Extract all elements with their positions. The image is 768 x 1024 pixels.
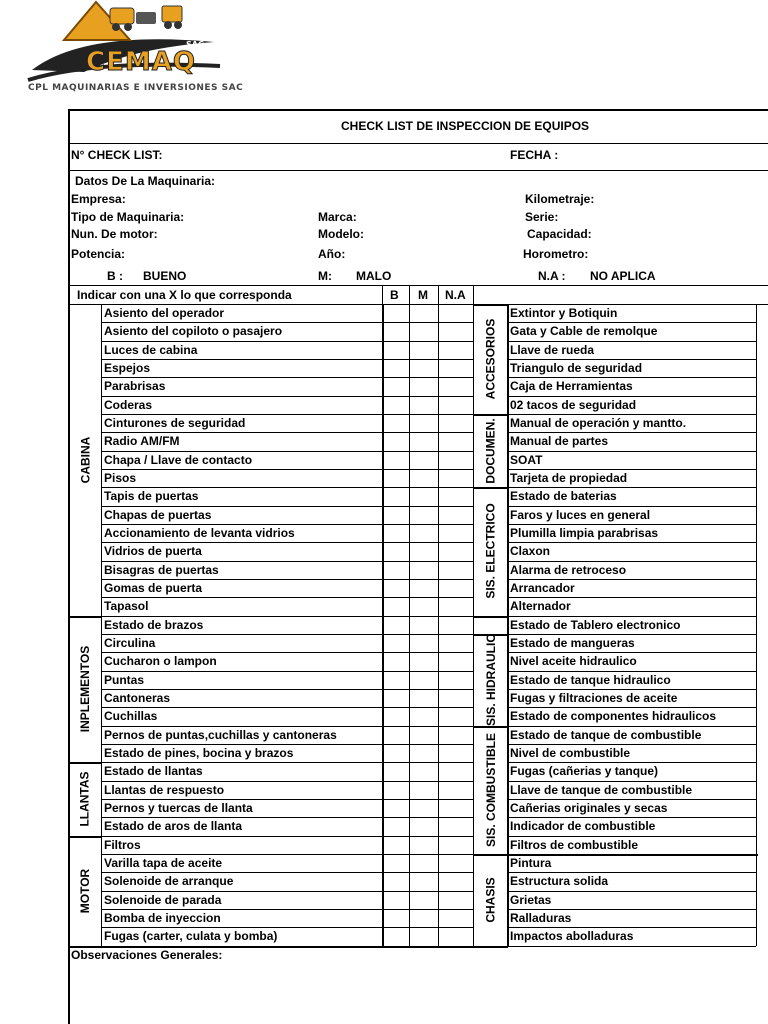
checkbox-cell-na[interactable] [439, 891, 473, 909]
left-item-label: Estado de llantas [104, 764, 203, 779]
right-item-label: Manual de operación y mantto. [510, 415, 687, 430]
checkbox-cell-na[interactable] [439, 377, 473, 395]
left-item-label: Vidrios de puerta [104, 544, 202, 559]
left-group-llantas [68, 762, 102, 835]
right-item-label: Gata y Cable de remolque [510, 324, 658, 339]
legend-b-code: B : [107, 269, 123, 283]
checkbox-cell-m[interactable] [410, 762, 438, 780]
left-item-label: Circulina [104, 635, 156, 650]
right-item-label: Alternador [510, 599, 571, 614]
left-item-label: Coderas [104, 397, 153, 412]
checkbox-cell-m[interactable] [410, 487, 438, 505]
checkbox-cell-na[interactable] [439, 652, 473, 670]
left-item-label: Pernos y tuercas de llanta [104, 800, 253, 815]
form-title: CHECK LIST DE INSPECCION DE EQUIPOS [341, 119, 590, 133]
checkbox-cell-na[interactable] [439, 799, 473, 817]
checkbox-cell-b[interactable] [383, 506, 409, 524]
checkbox-cell-na[interactable] [439, 872, 473, 890]
left-item-label: Varilla tapa de aceite [104, 855, 223, 870]
left-item-label: Bisagras de puertas [104, 562, 219, 577]
checkbox-cell-na[interactable] [439, 726, 473, 744]
machine-data-heading: Datos De La Maquinaria: [75, 174, 216, 188]
checkbox-cell-b[interactable] [383, 634, 409, 652]
left-item-label: Asiento del operador [104, 306, 225, 320]
checkbox-cell-b[interactable] [383, 359, 409, 377]
checkbox-cell-m[interactable] [410, 872, 438, 890]
left-item-label: Estado de brazos [104, 617, 204, 632]
checkbox-cell-b[interactable] [383, 432, 409, 450]
form-top-border [68, 109, 768, 111]
checkbox-cell-m[interactable] [410, 597, 438, 615]
checkbox-cell-m[interactable] [410, 341, 438, 359]
checkbox-cell-m[interactable] [410, 359, 438, 377]
right-item-label: Estado de Tablero electronico [510, 617, 681, 632]
instruction-header: Indicar con una X lo que corresponda [77, 288, 292, 302]
left-item-label: Llantas de respuesto [104, 782, 225, 797]
checkbox-cell-na[interactable] [439, 432, 473, 450]
checkbox-cell-b[interactable] [383, 487, 409, 505]
legend-m-code: M: [318, 269, 332, 283]
right-item-label: Estado de componentes hidraulicos [510, 709, 717, 724]
right-item-label: Grietas [510, 892, 552, 907]
left-item-label: Tapis de puertas [104, 489, 199, 504]
checkbox-cell-b[interactable] [383, 726, 409, 744]
left-item-label: Puntas [104, 672, 145, 687]
right-item-label: SOAT [510, 452, 543, 467]
right-item-label: Claxon [510, 544, 551, 559]
checkbox-cell-m[interactable] [410, 396, 438, 414]
left-item-label: Estado de pines, bocina y brazos [104, 745, 294, 760]
right-group-label-box [473, 487, 508, 615]
checkbox-cell-m[interactable] [410, 524, 438, 542]
tipo-maquinaria-label: Tipo de Maquinaria: [71, 210, 185, 224]
checkbox-cell-m[interactable] [410, 561, 438, 579]
right-item-label: Ralladuras [510, 910, 572, 925]
left-group-motor [68, 836, 102, 946]
group-label: INPLEMENTOS [78, 645, 92, 733]
checkbox-cell-m[interactable] [410, 542, 438, 560]
checkbox-cell-m[interactable] [410, 579, 438, 597]
right-item-label: Estructura solida [510, 874, 609, 889]
checkbox-cell-m[interactable] [410, 304, 438, 322]
column-m-header: M [418, 288, 428, 302]
checkbox-cell-b[interactable] [383, 377, 409, 395]
right-item-label: Llave de tanque de combustible [510, 782, 693, 797]
checkbox-cell-m[interactable] [410, 891, 438, 909]
group-label: MOTOR [78, 868, 93, 913]
motor-number-label: Nun. De motor: [71, 227, 158, 241]
left-item-label: Estado de aros de llanta [104, 819, 243, 834]
group-label: SIS. ELECTRICO [483, 503, 498, 600]
checkbox-cell-na[interactable] [439, 927, 473, 945]
right-item-label: Filtros de combustible [510, 837, 639, 852]
checkbox-cell-na[interactable] [439, 304, 473, 322]
serie-label: Serie: [525, 210, 559, 224]
left-item-label: Filtros [104, 837, 141, 852]
checkbox-cell-m[interactable] [410, 506, 438, 524]
checkbox-cell-m[interactable] [410, 799, 438, 817]
checkbox-cell-b[interactable] [383, 597, 409, 615]
checkbox-cell-b[interactable] [383, 322, 409, 340]
checkbox-cell-b[interactable] [383, 689, 409, 707]
left-item-label: Gomas de puerta [104, 580, 203, 595]
modelo-label: Modelo: [318, 227, 364, 241]
checkbox-cell-b[interactable] [383, 762, 409, 780]
capacidad-label: Capacidad: [527, 227, 592, 241]
right-item-label: Impactos abolladuras [510, 929, 634, 944]
column-na-header: N.A [445, 288, 466, 302]
checkbox-cell-b[interactable] [383, 579, 409, 597]
checkbox-cell-m[interactable] [410, 414, 438, 432]
checkbox-cell-b[interactable] [383, 927, 409, 945]
checkbox-cell-na[interactable] [439, 634, 473, 652]
checkbox-cell-m[interactable] [410, 689, 438, 707]
checkbox-cell-m[interactable] [410, 322, 438, 340]
legend-b-text: BUENO [143, 269, 187, 283]
checkbox-cell-b[interactable] [383, 396, 409, 414]
checkbox-cell-m[interactable] [410, 377, 438, 395]
checkbox-cell-na[interactable] [439, 836, 473, 854]
right-group-label-box [473, 414, 508, 487]
group-label: CHASIS [483, 877, 498, 923]
left-item-label: Espejos [104, 360, 151, 375]
kilometraje-label: Kilometraje: [525, 192, 595, 206]
left-item-label: Chapas de puertas [104, 507, 212, 522]
right-group-label-box [473, 634, 508, 726]
checkbox-cell-na[interactable] [439, 487, 473, 505]
right-item-label: Faros y luces en general [510, 507, 651, 522]
checkbox-cell-na[interactable] [439, 451, 473, 469]
observations-label: Observaciones Generales: [71, 948, 223, 962]
left-item-label: Radio AM/FM [104, 434, 180, 449]
left-item-label: Solenoide de parada [104, 892, 222, 907]
group-label: SIS. HIDRAULIC [483, 633, 498, 726]
right-item-label: 02 tacos de seguridad [510, 397, 637, 412]
checkbox-cell-m[interactable] [410, 854, 438, 872]
right-item-label: Pintura [510, 855, 552, 870]
checkbox-cell-m[interactable] [410, 671, 438, 689]
horometro-label: Horometro: [523, 247, 589, 261]
checkbox-cell-na[interactable] [439, 542, 473, 560]
right-group-label-box [473, 304, 508, 414]
left-item-label: Luces de cabina [104, 342, 198, 357]
right-item-label: Estado de baterias [510, 489, 617, 504]
left-item-label: Parabrisas [104, 379, 166, 394]
checkbox-cell-m[interactable] [410, 836, 438, 854]
checkbox-cell-na[interactable] [439, 414, 473, 432]
left-item-label: Bomba de inyeccion [104, 910, 221, 925]
checkbox-cell-b[interactable] [383, 451, 409, 469]
logo-badge-text: SAC [186, 40, 204, 49]
left-item-label: Fugas (carter, culata y bomba) [104, 929, 278, 944]
checkbox-cell-na[interactable] [439, 707, 473, 725]
checklist-number-label: N° CHECK LIST: [71, 148, 163, 162]
checkbox-cell-b[interactable] [383, 872, 409, 890]
checkbox-cell-m[interactable] [410, 451, 438, 469]
right-item-label: Arrancador [510, 580, 575, 595]
right-item-label: Nivel aceite hidraulico [510, 654, 637, 669]
company-logo [24, 0, 244, 100]
checkbox-cell-m[interactable] [410, 652, 438, 670]
marca-label: Marca: [318, 210, 357, 224]
right-item-label: Plumilla limpia parabrisas [510, 525, 659, 540]
empresa-label: Empresa: [71, 192, 126, 206]
checkbox-cell-na[interactable] [439, 579, 473, 597]
right-item-label: Estado de tanque hidraulico [510, 672, 671, 687]
legend-na-text: NO APLICA [590, 269, 656, 283]
left-item-label: Cuchillas [104, 709, 158, 724]
right-group-label-box [473, 726, 508, 854]
checkbox-cell-na[interactable] [439, 524, 473, 542]
checkbox-cell-na[interactable] [439, 762, 473, 780]
group-label: LLANTAS [78, 771, 93, 827]
checkbox-cell-na[interactable] [439, 359, 473, 377]
checkbox-cell-b[interactable] [383, 836, 409, 854]
right-item-label: Indicador de combustible [510, 819, 656, 834]
right-item-label: Manual de partes [510, 434, 609, 449]
right-item-label: Alarma de retroceso [510, 562, 627, 577]
checkbox-cell-b[interactable] [383, 304, 409, 322]
right-item-label: Estado de mangueras [510, 635, 635, 650]
checkbox-cell-na[interactable] [439, 854, 473, 872]
checkbox-cell-na[interactable] [439, 616, 473, 634]
checkbox-cell-m[interactable] [410, 927, 438, 945]
checkbox-cell-na[interactable] [439, 597, 473, 615]
checkbox-cell-b[interactable] [383, 744, 409, 762]
checkbox-cell-b[interactable] [383, 561, 409, 579]
checkbox-cell-m[interactable] [410, 432, 438, 450]
left-item-label: Chapa / Llave de contacto [104, 452, 253, 467]
checkbox-cell-na[interactable] [439, 817, 473, 835]
right-item-label: Caja de Herramientas [510, 379, 633, 394]
column-b-header: B [390, 288, 399, 302]
checkbox-cell-b[interactable] [383, 652, 409, 670]
right-item-label: Cañerias originales y secas [510, 800, 668, 815]
checkbox-cell-m[interactable] [410, 634, 438, 652]
right-item-label: Nivel de combustible [510, 745, 631, 760]
checkbox-cell-na[interactable] [439, 469, 473, 487]
group-label: CABINA [78, 436, 93, 484]
left-group-inplementos [68, 616, 102, 763]
checkbox-cell-b[interactable] [383, 414, 409, 432]
legend-m-text: MALO [356, 269, 392, 283]
legend-na-code: N.A : [538, 269, 566, 283]
checkbox-cell-na[interactable] [439, 341, 473, 359]
checkbox-cell-na[interactable] [439, 322, 473, 340]
left-item-label: Asiento del copiloto o pasajero [104, 324, 283, 339]
left-item-label: Accionamiento de levanta vidrios [104, 525, 295, 540]
checkbox-cell-na[interactable] [439, 561, 473, 579]
checkbox-cell-na[interactable] [439, 781, 473, 799]
checkbox-cell-b[interactable] [383, 909, 409, 927]
checkbox-cell-b[interactable] [383, 616, 409, 634]
checkbox-cell-b[interactable] [383, 854, 409, 872]
right-item-label: Triangulo de seguridad [510, 360, 643, 375]
checkbox-cell-m[interactable] [410, 616, 438, 634]
checkbox-cell-na[interactable] [439, 744, 473, 762]
checkbox-cell-na[interactable] [439, 506, 473, 524]
anio-label: Año: [318, 247, 346, 261]
checkbox-cell-b[interactable] [383, 781, 409, 799]
left-group-cabina [68, 304, 102, 616]
left-item-label: Pisos [104, 470, 137, 485]
left-item-label: Tapasol [104, 599, 149, 614]
right-group-label-box [473, 854, 508, 946]
checkbox-cell-b[interactable] [383, 817, 409, 835]
group-label: ACCESORIOS [483, 318, 498, 400]
potencia-label: Potencia: [71, 247, 126, 261]
checkbox-cell-na[interactable] [439, 689, 473, 707]
right-item-label: Llave de rueda [510, 342, 595, 357]
right-item-label: Fugas (cañerias y tanque) [510, 764, 659, 779]
checkbox-cell-b[interactable] [383, 341, 409, 359]
checkbox-cell-m[interactable] [410, 707, 438, 725]
checkbox-cell-na[interactable] [439, 671, 473, 689]
checkbox-cell-b[interactable] [383, 891, 409, 909]
checkbox-cell-m[interactable] [410, 744, 438, 762]
group-label: DOCUMEN. [483, 417, 498, 484]
checkbox-cell-b[interactable] [383, 707, 409, 725]
checkbox-cell-na[interactable] [439, 396, 473, 414]
checkbox-cell-m[interactable] [410, 817, 438, 835]
checkbox-cell-b[interactable] [383, 524, 409, 542]
checkbox-cell-m[interactable] [410, 469, 438, 487]
left-item-label: Cucharon o lampon [104, 654, 217, 669]
right-item-label: Estado de tanque de combustible [510, 727, 702, 742]
right-item-label: Extintor y Botiquin [510, 306, 618, 320]
left-item-label: Cantoneras [104, 690, 171, 705]
date-label: FECHA : [510, 148, 559, 162]
left-item-label: Pernos de puntas,cuchillas y cantoneras [104, 727, 337, 742]
group-label: SIS. COMBUSTIBLE [483, 732, 498, 847]
checkbox-cell-m[interactable] [410, 909, 438, 927]
left-item-label: Cinturones de seguridad [104, 415, 246, 430]
right-item-label: Fugas y filtraciones de aceite [510, 690, 678, 705]
checkbox-cell-b[interactable] [383, 542, 409, 560]
logo-subtitle: CPL MAQUINARIAS E INVERSIONES SAC [28, 83, 244, 93]
left-item-label: Solenoide de arranque [104, 874, 234, 889]
checkbox-cell-m[interactable] [410, 781, 438, 799]
checkbox-cell-b[interactable] [383, 799, 409, 817]
checkbox-cell-na[interactable] [439, 909, 473, 927]
checkbox-cell-b[interactable] [383, 671, 409, 689]
checkbox-cell-m[interactable] [410, 726, 438, 744]
checkbox-cell-b[interactable] [383, 469, 409, 487]
right-item-label: Tarjeta de propiedad [510, 470, 628, 485]
logo-brand-text: CEMAQ [86, 47, 196, 77]
